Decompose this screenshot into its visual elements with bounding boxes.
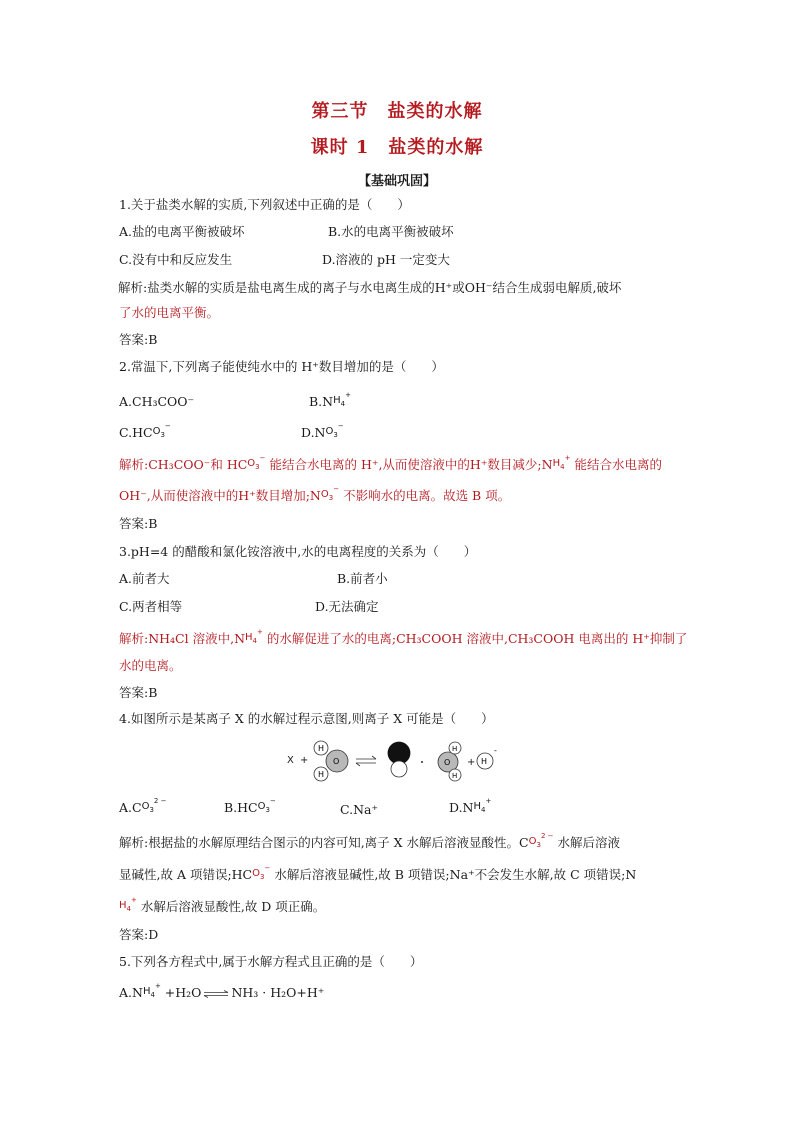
ammonium-ion: $^H$4+ [119,896,137,913]
q5-option-a: $A.N^H4^+ +H_2O$ NH₃ · H₂O+H⁺ [119,984,324,1004]
nitrate-ion: $^O$3− [320,485,340,502]
equilibrium-arrow-icon [356,756,376,766]
diagram-x-label: X [287,755,294,766]
q4-stem: 4.如图所示是某离子 X 的水解过程示意图,则离子 X 可能是（ ） [119,711,494,726]
svg-text:H: H [318,744,325,753]
ammonium-ion: $^H$4+ [245,628,263,645]
q2-answer: 答案:B [119,516,158,531]
q3-option-a: A.前者大 [119,571,170,586]
q4-option-d: $D.N^H4^+$ [449,799,491,819]
svg-text:O: O [333,757,340,766]
q2-option-d-prefix: D.N [301,425,326,440]
q5-stem: 5.下列各方程式中,属于水解方程式且正确的是（ ） [119,954,423,969]
chapter-title: 第三节 盐类的水解 [311,101,483,122]
q4-option-c: C.Na⁺ [340,802,379,817]
q2-option-d [301,424,344,444]
svg-text:H: H [318,770,325,779]
q1-explanation-text: 解析:盐类水解的实质是盐电离生成的离子与水电离生成的H⁺或OH⁻结合生成弱电解质,破坏 [118,280,622,295]
ammonium-ion: $^H$4+ [473,797,492,814]
dot-separator [421,761,423,763]
q1-answer: 答案:B [119,332,158,347]
water-molecule-icon [314,741,348,781]
carbonate-ion: $^O3^{2 -}$ [141,797,167,814]
svg-text:O: O [444,758,451,767]
diagram-plus-1: + [300,755,309,766]
bicarbonate-ion: $^O$3− [252,864,271,881]
svg-text:H: H [481,757,488,766]
q3-answer: 答案:B [119,685,158,700]
q1-option-c: C.没有中和反应发生 [119,252,233,267]
equilibrium-arrow-icon [203,990,229,998]
q1-explanation-line1 [118,279,621,297]
q3-option-c: C.两者相等 [119,599,183,614]
diagram-plus-2: + [467,757,476,768]
q2-option-a: A.CH₃COO⁻ [119,394,195,409]
ammonium-ion: $^H$4+ [333,391,351,408]
q1-stem: 1.关于盐类水解的实质,下列叙述中正确的是（ ） [119,197,410,212]
nitrate-tail: $^O$3− [152,422,171,439]
q2-explanation-line2: OH⁻,从而使溶液中的H⁺数目增加$;N^O3^-$ 不影响水的电离。故选 B 项。 [119,487,510,507]
q4-answer: 答案:D [119,927,159,942]
q1-option-a: A.盐的电离平衡被破坏 [119,224,245,239]
q4-explanation-line2: 显碱性,故 A 项错误$;HC^O3^-$ 水解后溶液显碱性,故 B 项错误;Na⁺不会发生水解,故 C 项错误;N [119,866,636,886]
ammonium-ion: $^H$4+ [142,982,161,999]
svg-text:-: - [494,746,497,755]
q3-option-d: D.无法确定 [315,599,379,614]
bicarbonate-ion: $^O$3− [257,797,276,814]
q3-explanation-line2: 水的电离。 [119,658,182,673]
q2-option-b-prefix: B.N [309,394,334,409]
q2-option-c-prefix: C.HC [119,425,153,440]
q1-option-b: B.水的电离平衡被破坏 [328,224,454,239]
q2-option-b [309,393,351,413]
q4-explanation-line3: $^H$4+ 水解后溶液显酸性,故 D 项正确。 [119,898,325,918]
weak-electrolyte-molecule-icon [388,742,410,777]
q1-explanation-text2: 了水的电离平衡。 [119,305,220,320]
q1-explanation-line2 [119,304,219,322]
q2-explanation-line1: 解析:CH₃COO⁻和 $HC^O3^-$ 能结合水电离的 H⁺,从而使溶液中的H⁺数目减少$;N^H4^+$ 能结合水电离的 [119,456,662,476]
carbonate-ion: $^O3^{2 -}$ [528,832,554,849]
lesson-title: 课时 1 盐类的水解 [310,137,484,158]
q3-explanation-line1: 解析:NH₄Cl 溶液中$,N^H4^+$ 的水解促进了水的电离;CH₃COOH 溶液中,CH₃COOH 电离出的 H⁺抑制了 [119,630,687,650]
svg-text:H: H [452,772,458,780]
hydrolysis-diagram [283,735,513,785]
svg-text:H: H [452,745,458,753]
q3-option-b: B.前者小 [337,571,388,586]
q4-option-b: $B.HC^O3^-$ [224,799,276,819]
q2-stem: 2.常温下,下列离子能使纯水中的 H⁺数目增加的是（ ） [119,359,444,374]
section-heading: 【基础巩固】 [357,174,436,189]
q1-option-d: D.溶液的 pH 一定变大 [322,252,450,267]
nitrate-ion: $^O$3− [325,422,344,439]
ammonium-ion: $^H$4+ [552,454,571,471]
hydroxide-ion-icon [438,742,461,781]
q3-stem: 3.pH=4 的醋酸和氯化铵溶液中,水的电离程度的关系为（ ） [119,544,477,559]
q2-option-c [119,424,171,444]
q4-option-a: $A.C^O3^{2 -}$ [119,799,166,819]
hydrogen-ion-icon [477,746,497,769]
q4-explanation-line1: 解析:根据盐的水解原理结合图示的内容可知,离子 X 水解后溶液显酸性。$C^O3^{2 -}$ 水解后溶液 [119,834,620,854]
bicarbonate-ion: $^O$3− [247,454,266,471]
